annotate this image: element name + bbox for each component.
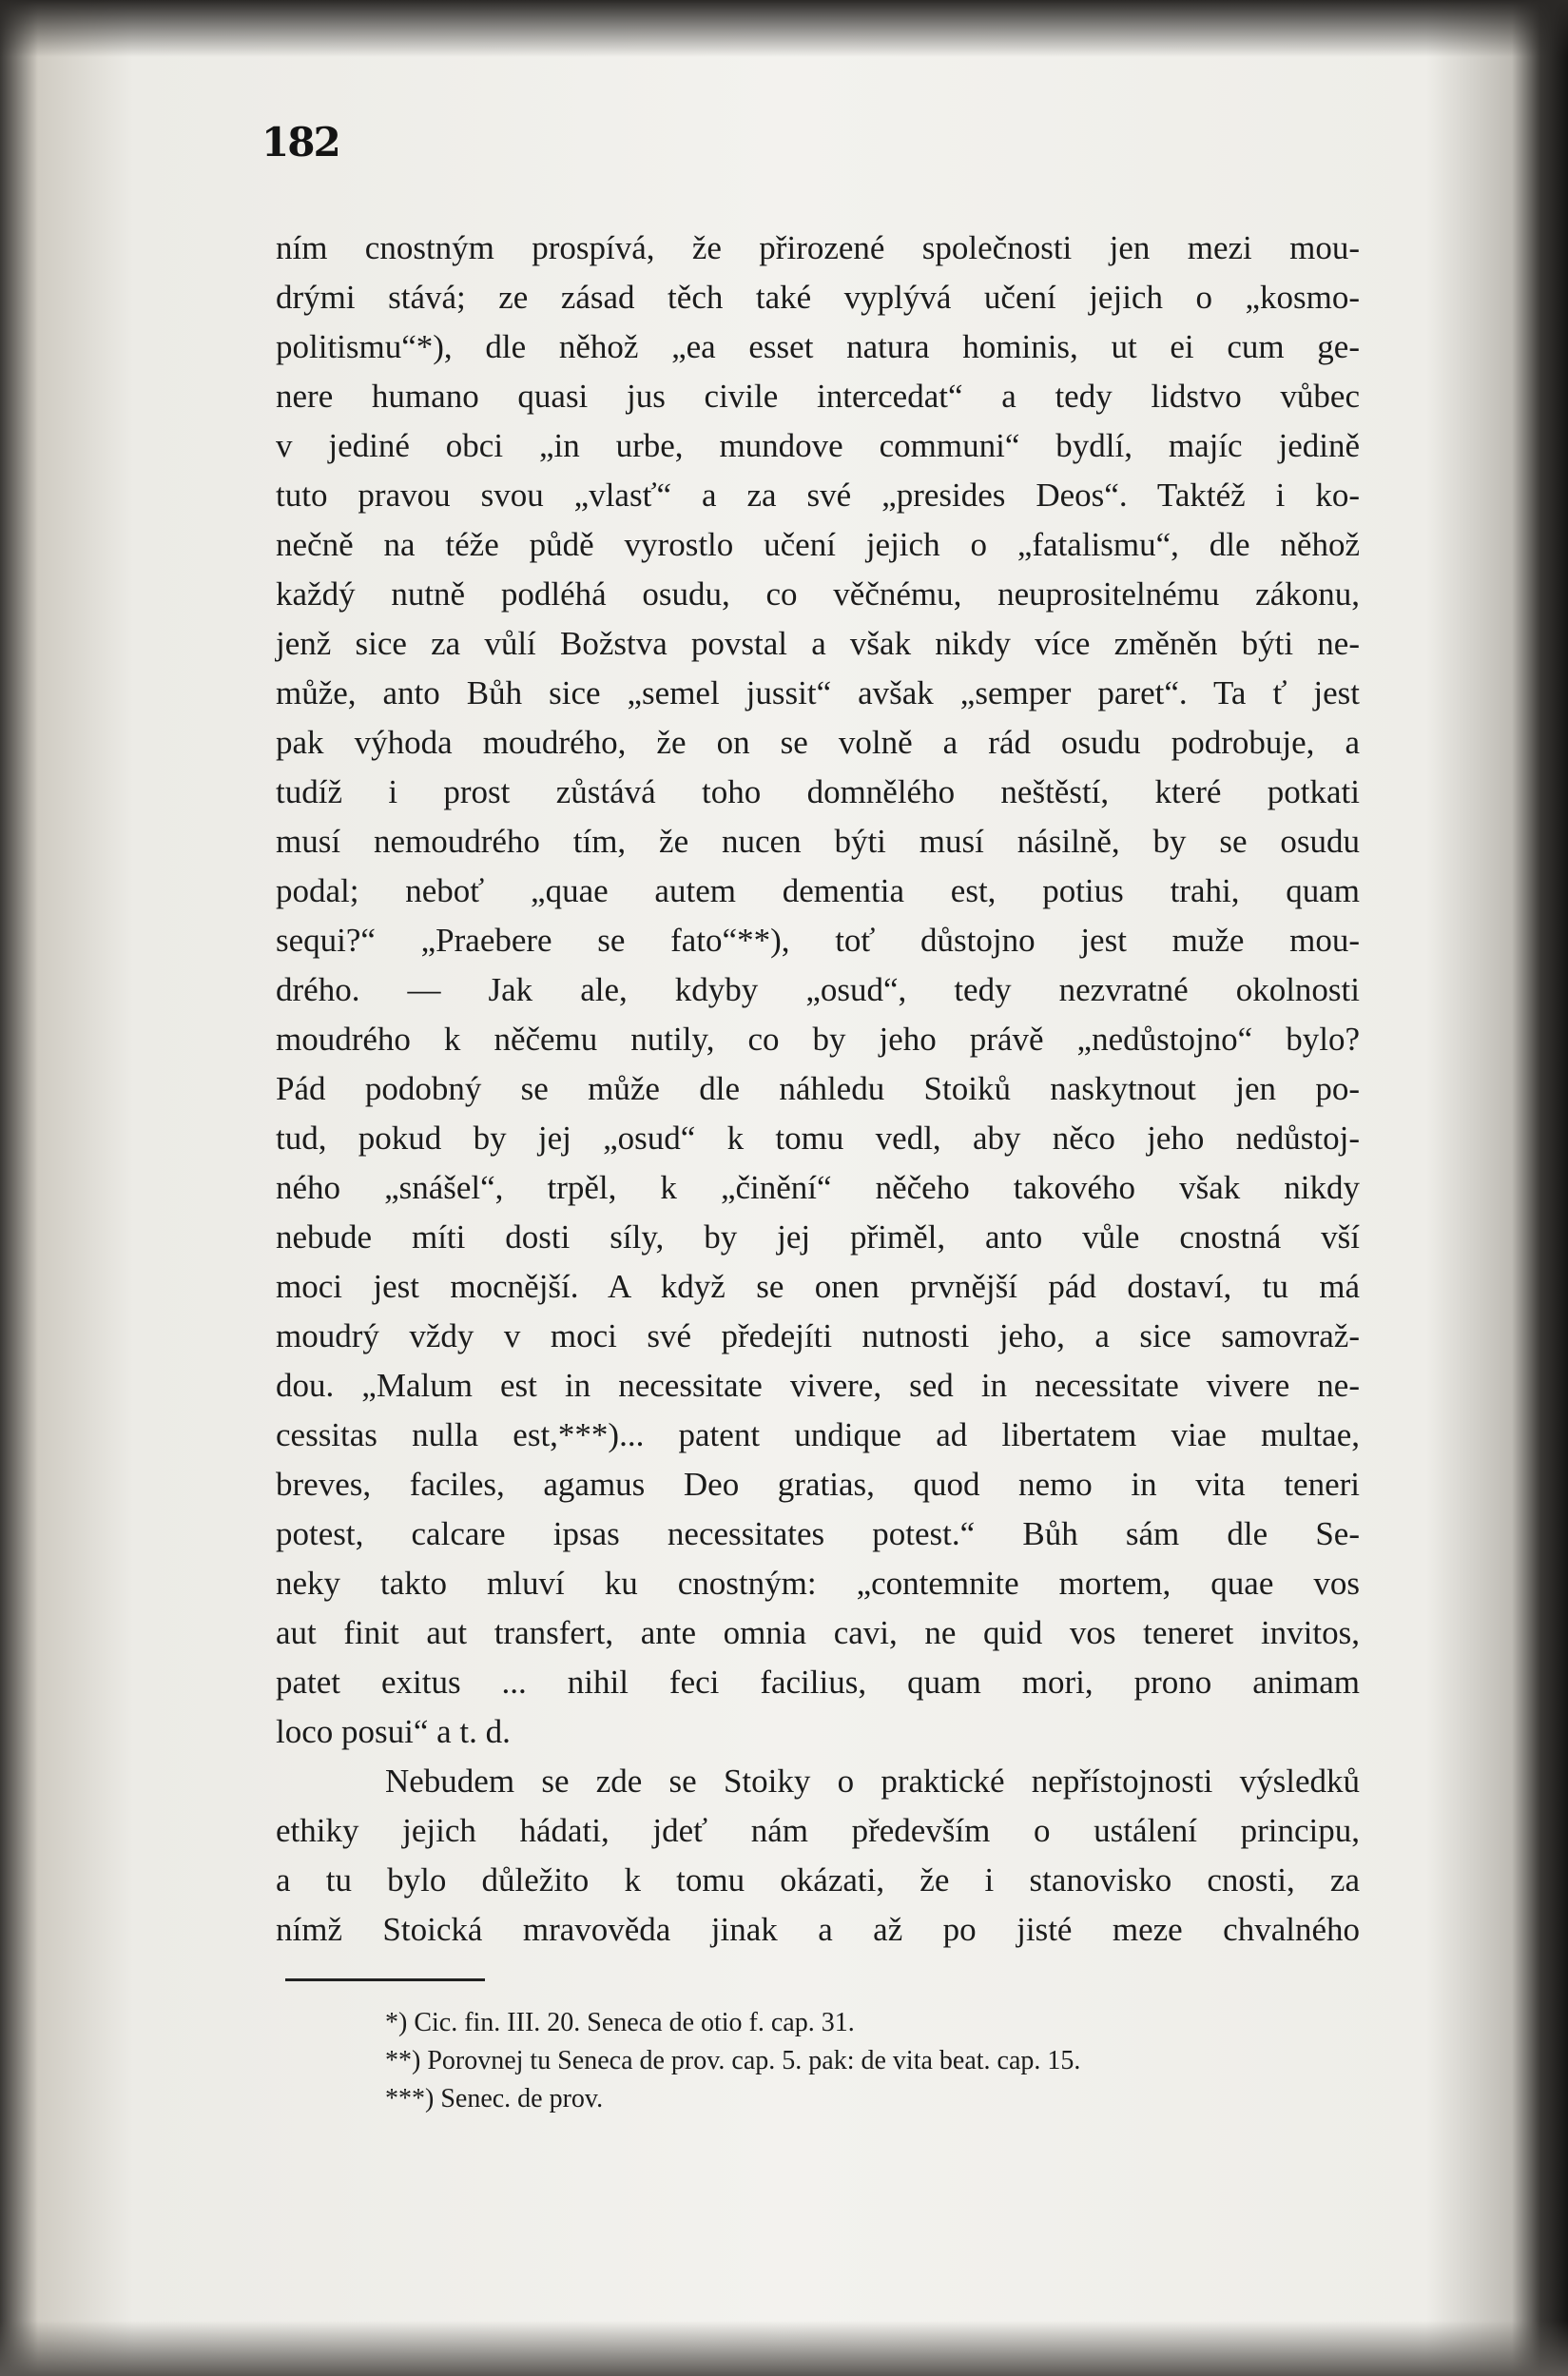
body-line: nebude míti dosti síly, by jej přiměl, anto vůle cnostná vší — [276, 1218, 1360, 1256]
body-line: nečně na téže půdě vyrostlo učení jejich o „fatalismu“, dle něhož — [276, 526, 1360, 563]
body-line: aut finit aut transfert, ante omnia cavi, ne quid vos teneret invitos, — [276, 1614, 1360, 1651]
body-line: tuto pravou svou „vlasť“ a za své „presides Deos“. Taktéž i ko- — [276, 477, 1360, 514]
body-line: dou. „Malum est in necessitate vivere, sed in necessitate vivere ne- — [276, 1367, 1360, 1404]
body-line: jenž sice za vůlí Božstva povstal a však nikdy více změněn býti ne- — [276, 625, 1360, 662]
body-line: podal; neboť „quae autem dementia est, potius trahi, quam — [276, 872, 1360, 909]
body-line: ethiky jejich hádati, jdeť nám především o ustálení principu, — [276, 1812, 1360, 1849]
body-line: ním cnostným prospívá, že přirozené společnosti jen mezi mou- — [276, 229, 1360, 266]
body-line: breves, faciles, agamus Deo gratias, quod nemo in vita teneri — [276, 1466, 1360, 1503]
bottom-edge-shadow — [0, 2321, 1568, 2376]
footnote: *) Cic. fin. III. 20. Seneca de otio f. cap. 31. — [385, 2008, 855, 2037]
body-line: každý nutně podléhá osudu, co věčnému, neuprositelnému zákonu, — [276, 575, 1360, 613]
top-edge-shadow — [0, 0, 1568, 57]
body-line: tudíž i prost zůstává toho domnělého neštěstí, které potkati — [276, 773, 1360, 810]
paragraph-first-line: Nebudem se zde se Stoiky o praktické nepřístojnosti výsledků — [385, 1763, 1360, 1800]
body-line: tud, pokud by jej „osud“ k tomu vedl, aby něco jeho nedůstoj- — [276, 1120, 1360, 1157]
body-line: ného „snášel“, trpěl, k „činění“ něčeho takového však nikdy — [276, 1169, 1360, 1206]
body-line: potest, calcare ipsas necessitates potest.“ Bůh sám dle Se- — [276, 1515, 1360, 1552]
body-line: musí nemoudrého tím, že nucen býti musí násilně, by se osudu — [276, 823, 1360, 860]
body-line: a tu bylo důležito k tomu okázati, že i stanovisko cnosti, za — [276, 1861, 1360, 1899]
body-line: sequi?“ „Praebere se fato“**), toť důstojno jest muže mou- — [276, 922, 1360, 959]
body-line: nímž Stoická mravověda jinak a až po jisté meze chvalného — [276, 1911, 1360, 1948]
body-line: nere humano quasi jus civile intercedat“ a tedy lidstvo vůbec — [276, 378, 1360, 415]
body-line: moci jest mocnější. A když se onen prvnější pád dostaví, tu má — [276, 1268, 1360, 1305]
body-line: může, anto Bůh sice „semel jussit“ avšak „semper paret“. Ta ť jest — [276, 674, 1360, 711]
body-line: moudrý vždy v moci své předejíti nutnosti jeho, a sice samovraž- — [276, 1317, 1360, 1354]
body-line: Pád podobný se může dle náhledu Stoiků naskytnout jen po- — [276, 1070, 1360, 1107]
body-line: v jediné obci „in urbe, mundove communi“ bydlí, majíc jedině — [276, 427, 1360, 464]
body-line: patet exitus ... nihil feci facilius, quam mori, prono animam — [276, 1664, 1360, 1701]
body-line: drými stává; ze zásad těch také vyplývá učení jejich o „kosmo- — [276, 279, 1360, 316]
footnote: **) Porovnej tu Seneca de prov. cap. 5. pak: de vita beat. cap. 15. — [385, 2046, 1081, 2075]
footnote: ***) Senec. de prov. — [385, 2084, 604, 2113]
body-line: neky takto mluví ku cnostným: „contemnite mortem, quae vos — [276, 1565, 1360, 1602]
body-line: politismu“*), dle něhož „ea esset natura hominis, ut ei cum ge- — [276, 328, 1360, 365]
body-line: pak výhoda moudrého, že on se volně a rád osudu podrobuje, a — [276, 724, 1360, 761]
body-line: moudrého k něčemu nutily, co by jeho právě „nedůstojno“ bylo? — [276, 1021, 1360, 1058]
footnote-separator — [285, 1978, 485, 1981]
body-line: loco posui“ a t. d. — [276, 1713, 511, 1750]
body-line: cessitas nulla est,***)... patent undique ad libertatem viae multae, — [276, 1416, 1360, 1453]
page-number: 182 — [261, 119, 339, 166]
body-line: drého. — Jak ale, kdyby „osud“, tedy nezvratné okolnosti — [276, 971, 1360, 1008]
